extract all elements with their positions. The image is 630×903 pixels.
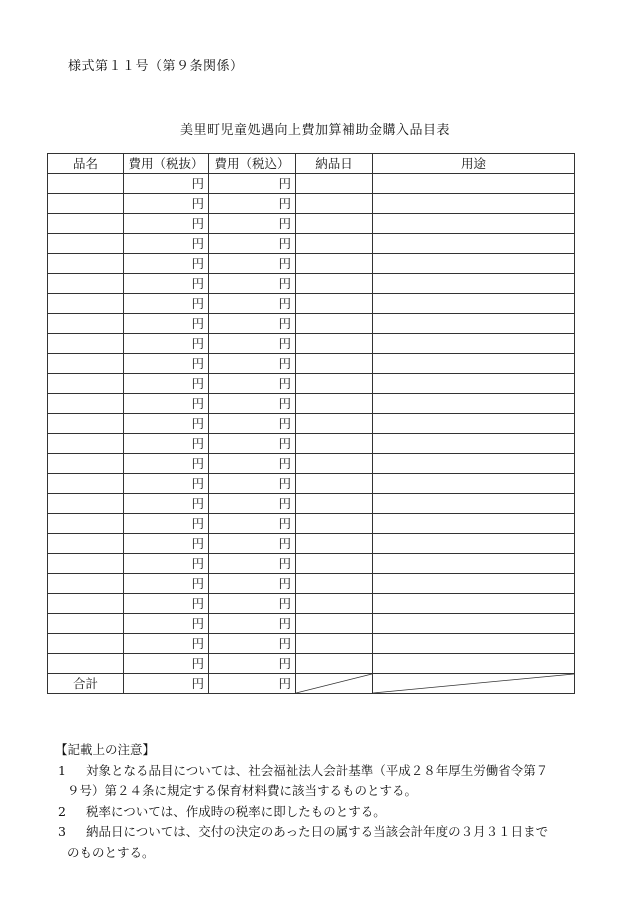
item-name-cell	[48, 194, 124, 214]
table-row	[48, 394, 575, 414]
cost-incl-tax-cell: 円	[209, 614, 296, 634]
table-row	[48, 634, 575, 654]
total-delivery-date-void	[296, 674, 373, 694]
cost-incl-tax-cell: 円	[209, 354, 296, 374]
item-name-cell	[48, 554, 124, 574]
cost-incl-tax-cell: 円	[209, 174, 296, 194]
note-text: 対象となる品目については、社会福祉法人会計基準（平成２８年厚生労働省令第７	[86, 762, 549, 778]
purpose-cell	[373, 354, 575, 374]
note-number: 1	[58, 762, 66, 778]
cost-incl-tax-cell: 円	[209, 474, 296, 494]
item-name-cell	[48, 354, 124, 374]
item-name-cell	[48, 534, 124, 554]
delivery-date-cell	[296, 614, 373, 634]
item-name-cell	[48, 514, 124, 534]
item-name-cell	[48, 454, 124, 474]
header-cost-incl-tax: 費用（税込）	[209, 154, 296, 174]
cost-excl-tax-cell: 円	[124, 494, 209, 514]
delivery-date-cell	[296, 174, 373, 194]
cost-incl-tax-cell: 円	[209, 634, 296, 654]
item-name-cell	[48, 234, 124, 254]
item-name-cell	[48, 634, 124, 654]
purpose-cell	[373, 394, 575, 414]
cost-incl-tax-cell: 円	[209, 654, 296, 674]
table-row	[48, 414, 575, 434]
table-row	[48, 434, 575, 454]
table-row	[48, 214, 575, 234]
table-row	[48, 334, 575, 354]
item-name-cell	[48, 334, 124, 354]
header-purpose: 用途	[373, 154, 575, 174]
delivery-date-cell	[296, 214, 373, 234]
cost-incl-tax-cell: 円	[209, 234, 296, 254]
table-row	[48, 174, 575, 194]
cost-excl-tax-cell: 円	[124, 274, 209, 294]
cost-excl-tax-cell: 円	[124, 314, 209, 334]
cost-incl-tax-cell: 円	[209, 574, 296, 594]
note-text: 納品日については、交付の決定のあった日の属する当該会計年度の３月３１日まで	[86, 824, 549, 839]
purpose-cell	[373, 454, 575, 474]
table-row	[48, 254, 575, 274]
table-row	[48, 614, 575, 634]
delivery-date-cell	[296, 594, 373, 614]
cost-excl-tax-cell: 円	[124, 194, 209, 214]
cost-excl-tax-cell: 円	[124, 214, 209, 234]
cost-excl-tax-cell: 円	[124, 434, 209, 454]
note-text-continued: のものとする。	[67, 844, 155, 860]
cost-incl-tax-cell: 円	[209, 194, 296, 214]
table-row	[48, 494, 575, 514]
note-item	[55, 802, 585, 823]
delivery-date-cell	[296, 294, 373, 314]
cost-excl-tax-cell: 円	[124, 414, 209, 434]
table-row	[48, 534, 575, 554]
purpose-cell	[373, 594, 575, 614]
cost-excl-tax-cell: 円	[124, 574, 209, 594]
header-cost-excl-tax: 費用（税抜）	[124, 154, 209, 174]
form-number: 様式第１１号（第９条関係）	[68, 59, 244, 74]
item-name-cell	[48, 274, 124, 294]
delivery-date-cell	[296, 434, 373, 454]
purpose-cell	[373, 314, 575, 334]
purpose-cell	[373, 374, 575, 394]
cost-excl-tax-cell: 円	[124, 614, 209, 634]
cost-incl-tax-cell: 円	[209, 394, 296, 414]
purpose-cell	[373, 514, 575, 534]
note-text: 税率については、作成時の税率に即したものとする。	[86, 803, 386, 819]
purpose-cell	[373, 634, 575, 654]
delivery-date-cell	[296, 194, 373, 214]
cost-excl-tax-cell: 円	[124, 654, 209, 674]
cost-incl-tax-cell: 円	[209, 214, 296, 234]
table-row	[48, 194, 575, 214]
table-row	[48, 234, 575, 254]
note-item	[55, 822, 585, 843]
purpose-cell	[373, 234, 575, 254]
cost-excl-tax-cell: 円	[124, 174, 209, 194]
delivery-date-cell	[296, 654, 373, 674]
total-row	[48, 674, 575, 694]
purpose-cell	[373, 474, 575, 494]
cost-excl-tax-cell: 円	[124, 354, 209, 374]
delivery-date-cell	[296, 314, 373, 334]
cost-incl-tax-cell: 円	[209, 494, 296, 514]
delivery-date-cell	[296, 574, 373, 594]
cost-incl-tax-cell: 円	[209, 454, 296, 474]
table-row	[48, 274, 575, 294]
cost-incl-tax-cell: 円	[209, 334, 296, 354]
total-cost-incl-tax: 円	[209, 674, 296, 694]
table-row	[48, 474, 575, 494]
delivery-date-cell	[296, 454, 373, 474]
cost-excl-tax-cell: 円	[124, 554, 209, 574]
delivery-date-cell	[296, 474, 373, 494]
cost-excl-tax-cell: 円	[124, 234, 209, 254]
cost-excl-tax-cell: 円	[124, 294, 209, 314]
delivery-date-cell	[296, 254, 373, 274]
item-name-cell	[48, 394, 124, 414]
cost-incl-tax-cell: 円	[209, 554, 296, 574]
note-item	[55, 761, 585, 782]
delivery-date-cell	[296, 274, 373, 294]
table-row	[48, 314, 575, 334]
cost-incl-tax-cell: 円	[209, 314, 296, 334]
cost-excl-tax-cell: 円	[124, 394, 209, 414]
table-row	[48, 594, 575, 614]
delivery-date-cell	[296, 634, 373, 654]
cost-incl-tax-cell: 円	[209, 514, 296, 534]
total-cost-excl-tax: 円	[124, 674, 209, 694]
cost-incl-tax-cell: 円	[209, 274, 296, 294]
delivery-date-cell	[296, 554, 373, 574]
diagonal-slash	[296, 674, 372, 693]
item-name-cell	[48, 214, 124, 234]
note-number: 2	[58, 803, 66, 819]
cost-excl-tax-cell: 円	[124, 534, 209, 554]
delivery-date-cell	[296, 334, 373, 354]
cost-excl-tax-cell: 円	[124, 374, 209, 394]
delivery-date-cell	[296, 354, 373, 374]
table-row	[48, 514, 575, 534]
delivery-date-cell	[296, 494, 373, 514]
item-name-cell	[48, 594, 124, 614]
purpose-cell	[373, 194, 575, 214]
cost-excl-tax-cell: 円	[124, 254, 209, 274]
purpose-cell	[373, 214, 575, 234]
cost-incl-tax-cell: 円	[209, 374, 296, 394]
cost-incl-tax-cell: 円	[209, 294, 296, 314]
cost-incl-tax-cell: 円	[209, 594, 296, 614]
purpose-cell	[373, 334, 575, 354]
header-item-name: 品名	[48, 154, 124, 174]
item-name-cell	[48, 414, 124, 434]
header-delivery-date: 納品日	[296, 154, 373, 174]
cost-incl-tax-cell: 円	[209, 534, 296, 554]
item-name-cell	[48, 574, 124, 594]
cost-excl-tax-cell: 円	[124, 474, 209, 494]
item-name-cell	[48, 314, 124, 334]
total-label: 合計	[48, 674, 124, 694]
item-name-cell	[48, 474, 124, 494]
purpose-cell	[373, 294, 575, 314]
cost-excl-tax-cell: 円	[124, 334, 209, 354]
cost-incl-tax-cell: 円	[209, 414, 296, 434]
delivery-date-cell	[296, 414, 373, 434]
purpose-cell	[373, 274, 575, 294]
item-name-cell	[48, 174, 124, 194]
cost-excl-tax-cell: 円	[124, 594, 209, 614]
item-name-cell	[48, 374, 124, 394]
table-row	[48, 294, 575, 314]
notes-section	[55, 740, 585, 863]
item-name-cell	[48, 494, 124, 514]
purpose-cell	[373, 414, 575, 434]
purchase-items-table	[47, 153, 575, 694]
delivery-date-cell	[296, 534, 373, 554]
table-row	[48, 574, 575, 594]
item-name-cell	[48, 614, 124, 634]
purpose-cell	[373, 574, 575, 594]
purpose-cell	[373, 174, 575, 194]
table-row	[48, 654, 575, 674]
note-text-continued: ９号）第２４条に規定する保育材料費に該当するものとする。	[67, 783, 418, 798]
table-body	[48, 174, 575, 674]
purpose-cell	[373, 654, 575, 674]
cost-incl-tax-cell: 円	[209, 254, 296, 274]
document-title: 美里町児童処遇向上費加算補助金購入品目表	[179, 123, 450, 138]
table-row	[48, 554, 575, 574]
note-number: 3	[58, 824, 66, 839]
delivery-date-cell	[296, 234, 373, 254]
cost-excl-tax-cell: 円	[124, 454, 209, 474]
cost-incl-tax-cell: 円	[209, 434, 296, 454]
diagonal-slash	[373, 674, 574, 693]
cost-excl-tax-cell: 円	[124, 514, 209, 534]
delivery-date-cell	[296, 514, 373, 534]
purpose-cell	[373, 494, 575, 514]
purpose-cell	[373, 554, 575, 574]
cost-excl-tax-cell: 円	[124, 634, 209, 654]
table-header-row	[48, 154, 575, 174]
total-purpose-void	[373, 674, 575, 694]
delivery-date-cell	[296, 374, 373, 394]
purpose-cell	[373, 254, 575, 274]
table-row	[48, 374, 575, 394]
purpose-cell	[373, 534, 575, 554]
item-name-cell	[48, 434, 124, 454]
purpose-cell	[373, 614, 575, 634]
item-name-cell	[48, 294, 124, 314]
delivery-date-cell	[296, 394, 373, 414]
item-name-cell	[48, 654, 124, 674]
notes-heading: 【記載上の注意】	[55, 742, 156, 757]
item-name-cell	[48, 254, 124, 274]
table-row	[48, 454, 575, 474]
purpose-cell	[373, 434, 575, 454]
table-row	[48, 354, 575, 374]
